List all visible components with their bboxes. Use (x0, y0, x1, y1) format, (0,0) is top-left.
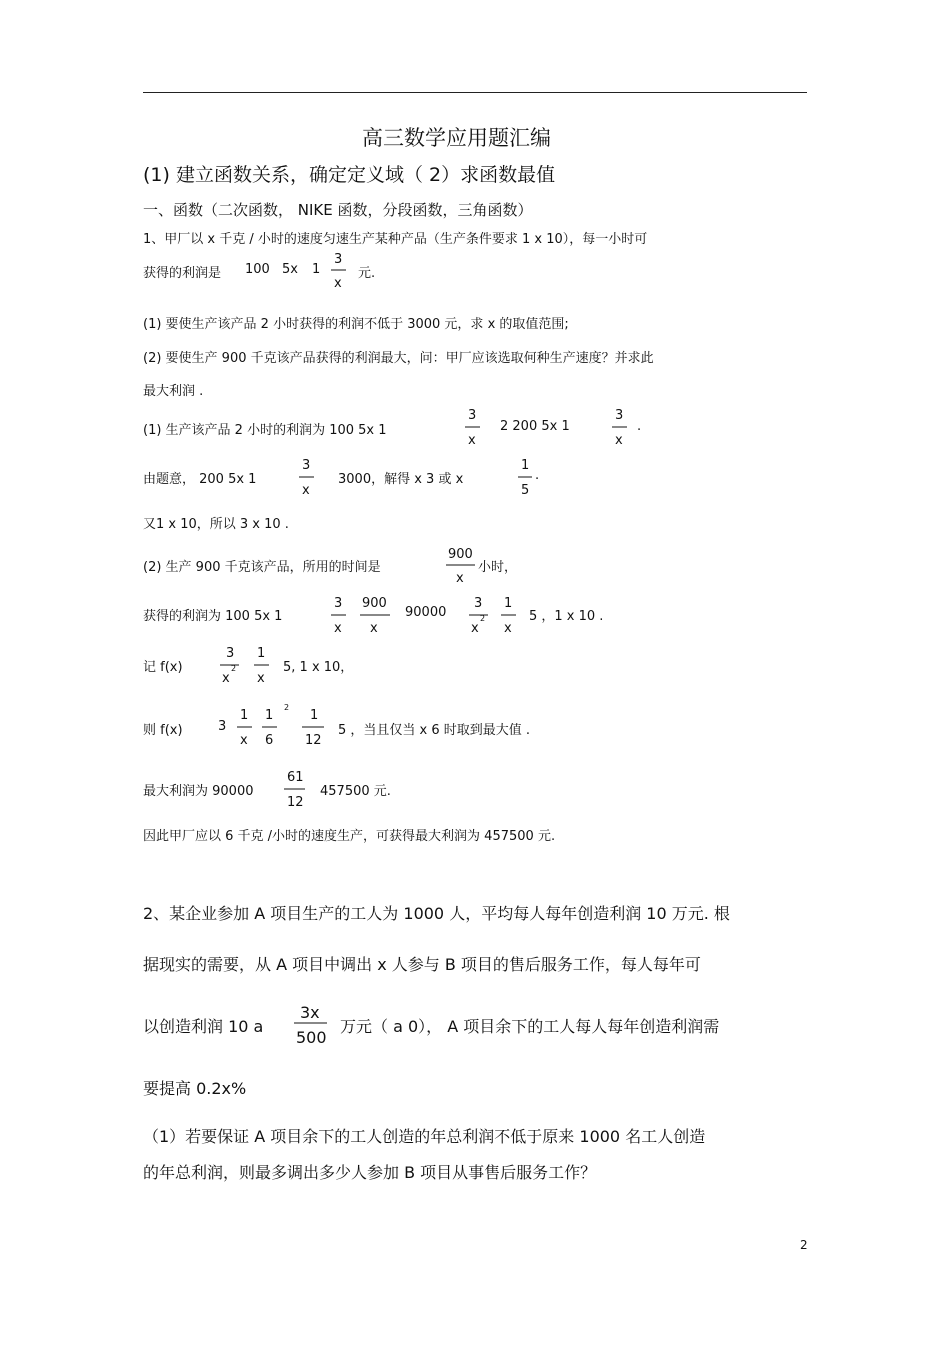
section-heading: 一、函数（二次函数， NIKE 函数，分段函数，三角函数） (143, 201, 533, 219)
fraction-num: 1 (265, 708, 274, 723)
sol3: 又1 x 10，所以 3 x 10 . (143, 517, 289, 532)
p2-line2: 据现实的需要，从 A 项目中调出 x 人参与 B 项目的售后服务工作，每人每年可 (143, 955, 701, 974)
sol6-pre: 记 f(x) (143, 660, 183, 675)
fraction-num: 61 (287, 770, 304, 785)
fraction-num: 3 (468, 408, 477, 423)
fraction-num: 3 (334, 596, 343, 611)
sol9: 因此甲厂应以 6 千克 /小时的速度生产，可获得最大利润为 457500 元. (143, 829, 556, 844)
fraction-num: 3 (334, 252, 343, 267)
sol5-pre: 获得的利润为 100 5x 1 (143, 609, 283, 624)
fraction-den: x (370, 621, 378, 636)
fraction-den: x (257, 671, 265, 686)
fraction-den: x (334, 276, 342, 291)
superscript: 2 (480, 614, 486, 623)
p1-line2-c: 1 (312, 262, 321, 277)
fraction-num: 3 (302, 458, 311, 473)
sol2-post: . (535, 468, 540, 483)
sol5-post: 5 ，1 x 10 . (529, 609, 604, 624)
sol4-post: 小时， (478, 560, 518, 575)
sol2-mid: 3000，解得 x 3 或 x (338, 472, 464, 487)
sol7-pre: 则 f(x) (143, 723, 183, 738)
p1-question1: (1) 要使生产该产品 2 小时获得的利润不低于 3000 元，求 x 的取值范围; (143, 317, 569, 332)
fraction-den: x (222, 671, 230, 686)
p2-line4: 要提高 0.2x% (143, 1079, 247, 1098)
fraction-num: 1 (310, 708, 319, 723)
fraction-num: 1 (504, 596, 513, 611)
sol8-post: 457500 元. (320, 784, 391, 799)
fraction-den: x (471, 621, 479, 636)
fraction-num: 1 (521, 458, 530, 473)
subtitle: (1) 建立函数关系，确定定义域（ 2）求函数最值 (143, 164, 556, 186)
fraction-den: 500 (296, 1028, 327, 1047)
fraction-num: 900 (362, 596, 387, 611)
fraction-num: 3x (300, 1003, 320, 1022)
sol4-pre: (2) 生产 900 千克该产品，所用的时间是 (143, 560, 381, 575)
p2-line1: 2、某企业参加 A 项目生产的工人为 1000 人，平均每人每年创造利润 10 万元. 根 (143, 904, 730, 923)
p1-question2: (2) 要使生产 900 千克该产品获得的利润最大，问：甲厂应该选取何种生产速度？并求此 (143, 351, 654, 366)
sol1-post: . (637, 419, 642, 434)
fraction-den: 12 (287, 795, 304, 810)
fraction-den: x (302, 483, 310, 498)
sol5-mid: 90000 (405, 605, 447, 620)
p2-question1: （1）若要保证 A 项目余下的工人创造的年总利润不低于原来 1000 名工人创造 (143, 1127, 706, 1146)
p2-question1b: 的年总利润，则最多调出多少人参加 B 项目从事售后服务工作？ (143, 1163, 597, 1182)
fraction-den: 5 (521, 483, 530, 498)
sol1-mid: 2 200 5x 1 (500, 419, 570, 434)
p2-line3-pre: 以创造利润 10 a (143, 1017, 264, 1036)
p2-line3-post: 万元（ a 0）， A 项目余下的工人每人每年创造利润需 (340, 1017, 720, 1036)
fraction-den: x (468, 433, 476, 448)
fraction-den: 12 (305, 733, 322, 748)
superscript: 2 (284, 703, 290, 712)
fraction-num: 3 (226, 646, 235, 661)
sol7-k: 3 (218, 719, 227, 734)
sol7-post: 5 ，当且仅当 x 6 时取到最大值 . (338, 723, 531, 738)
p1-line2-a: 100 (245, 262, 270, 277)
page-title: 高三数学应用题汇编 (362, 126, 551, 150)
fraction-den: 6 (265, 733, 274, 748)
sol1-pre: (1) 生产该产品 2 小时的利润为 100 5x 1 (143, 423, 387, 438)
p1-question2b: 最大利润 . (143, 384, 204, 399)
p1-line1: 1、甲厂以 x 千克 / 小时的速度匀速生产某种产品（生产条件要求 1 x 10），每一小时可 (143, 232, 648, 247)
p1-line2-b: 5x (282, 262, 298, 277)
fraction-num: 1 (257, 646, 266, 661)
fraction-num: 3 (474, 596, 483, 611)
sol6-post: 5, 1 x 10， (283, 660, 354, 675)
fraction-den: x (334, 621, 342, 636)
superscript: 2 (231, 664, 237, 673)
fraction-num: 1 (240, 708, 249, 723)
fraction-den: x (456, 571, 464, 586)
sol8-pre: 最大利润为 90000 (143, 784, 254, 799)
fraction-den: x (615, 433, 623, 448)
fraction-num: 900 (448, 547, 473, 562)
fraction-num: 3 (615, 408, 624, 423)
fraction-den: x (240, 733, 248, 748)
page-number: 2 (800, 1238, 808, 1252)
p1-line2-pre: 获得的利润是 (143, 266, 222, 281)
p1-line2-post: 元. (358, 266, 376, 281)
sol2-pre: 由题意， 200 5x 1 (143, 472, 257, 487)
fraction-den: x (504, 621, 512, 636)
